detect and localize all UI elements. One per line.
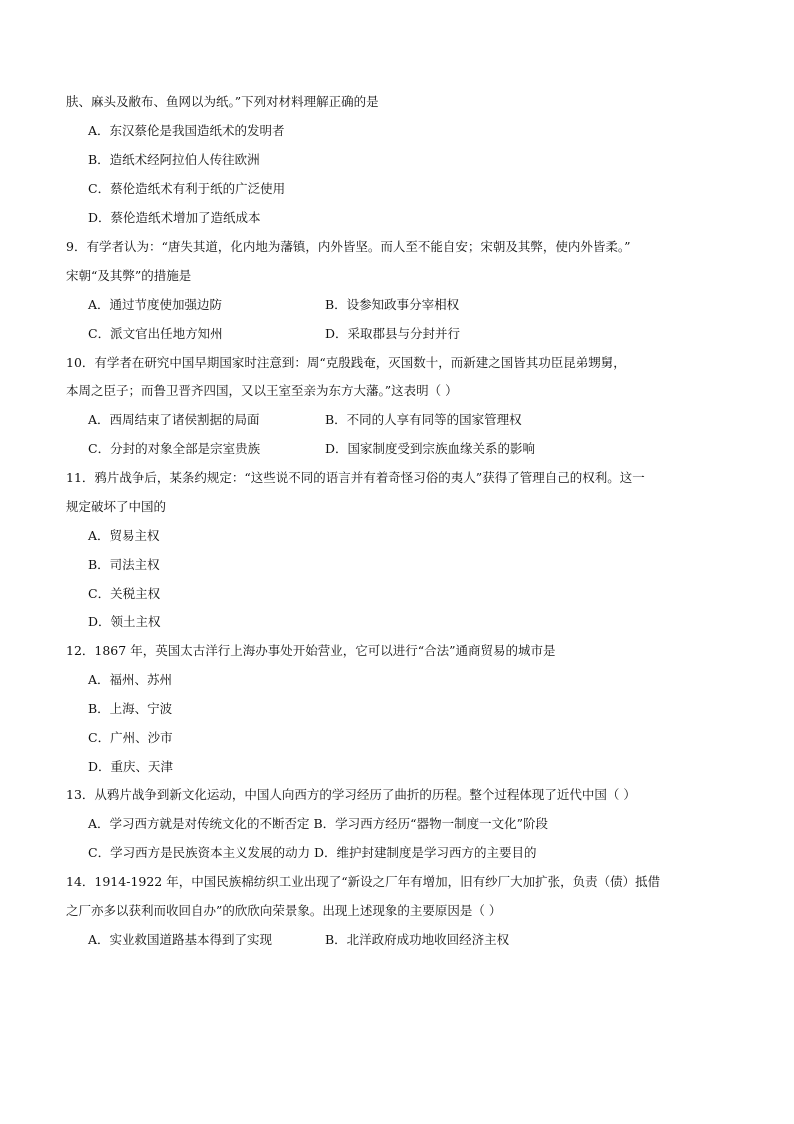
q14-stem-line-2: 之厂亦多以获利而收回自办”的欣欣向荣景象。出现上述现象的主要原因是（ ） bbox=[66, 903, 502, 918]
q12-option-b[interactable]: B．上海、宁波 bbox=[88, 701, 173, 716]
q11-option-d[interactable]: D．领土主权 bbox=[88, 614, 161, 629]
q10-option-a[interactable]: A．西周结束了诸侯割据的局面 bbox=[88, 412, 260, 427]
q13-option-a-b[interactable]: A．学习西方就是对传统文化的不断否定 B．学习西方经历“器物一制度一文化”阶段 bbox=[88, 816, 548, 831]
q12-option-c[interactable]: C．广州、沙市 bbox=[88, 730, 173, 745]
q14-option-a[interactable]: A．实业救国道路基本得到了实现 bbox=[88, 932, 273, 947]
q10-stem-line-2: 本周之臣子；而鲁卫晋齐四国，又以王室至亲为东方大藩。”这表明（ ） bbox=[66, 383, 458, 398]
q8-option-a[interactable]: A．东汉蔡伦是我国造纸术的发明者 bbox=[88, 123, 285, 138]
q11-option-c[interactable]: C．关税主权 bbox=[88, 586, 161, 601]
q10-option-b[interactable]: B．不同的人享有同等的国家管理权 bbox=[325, 412, 522, 427]
q9-option-d[interactable]: D．采取郡县与分封并行 bbox=[325, 326, 461, 341]
q8-option-d[interactable]: D．蔡伦造纸术增加了造纸成本 bbox=[88, 210, 261, 225]
q9-stem-line-2: 宋朝“及其弊”的措施是 bbox=[66, 268, 192, 283]
q11-stem-line-1: 11．鸦片战争后，某条约规定：“这些说不同的语言并有着奇怪习俗的夷人”获得了管理自己的权利。这一 bbox=[66, 470, 645, 485]
q9-option-b[interactable]: B．设参知政事分宰相权 bbox=[325, 297, 460, 312]
q11-option-b[interactable]: B．司法主权 bbox=[88, 557, 160, 572]
q10-option-d[interactable]: D．国家制度受到宗族血缘关系的影响 bbox=[325, 441, 536, 456]
q11-stem-line-2: 规定破坏了中国的 bbox=[66, 499, 167, 514]
q13-option-c-d[interactable]: C．学习西方是民族资本主义发展的动力 D．维护封建制度是学习西方的主要目的 bbox=[88, 845, 537, 860]
q14-stem-line-1: 14．1914-1922 年，中国民族棉纺织工业出现了“新设之厂年有增加，旧有纱厂大加扩张，负责（债）抵借 bbox=[66, 874, 661, 889]
q8-stem-tail: 肤、麻头及敝布、鱼网以为纸。”下列对材料理解正确的是 bbox=[66, 94, 379, 109]
q10-option-c[interactable]: C．分封的对象全部是宗室贵族 bbox=[88, 441, 261, 456]
q11-option-a[interactable]: A．贸易主权 bbox=[88, 528, 160, 543]
q10-stem-line-1: 10．有学者在研究中国早期国家时注意到：周“克殷践奄，灭国数十，而新建之国皆其功臣昆弟甥舅， bbox=[66, 355, 626, 370]
q9-option-a[interactable]: A．通过节度使加强边防 bbox=[88, 297, 223, 312]
q9-stem-line-1: 9．有学者认为：“唐失其道，化内地为藩镇，内外皆坚。而人至不能自安；宋朝及其弊，使内外皆柔。” bbox=[66, 239, 631, 254]
q14-option-b[interactable]: B．北洋政府成功地收回经济主权 bbox=[325, 932, 510, 947]
q8-option-b[interactable]: B．造纸术经阿拉伯人传往欧洲 bbox=[88, 152, 260, 167]
q9-option-c[interactable]: C．派文官出任地方知州 bbox=[88, 326, 223, 341]
q8-option-c[interactable]: C．蔡伦造纸术有利于纸的广泛使用 bbox=[88, 181, 286, 196]
q12-stem: 12．1867 年，英国太古洋行上海办事处开始营业，它可以进行“合法”通商贸易的城市是 bbox=[66, 643, 556, 658]
q12-option-a[interactable]: A．福州、苏州 bbox=[88, 672, 173, 687]
q13-stem: 13．从鸦片战争到新文化运动，中国人向西方的学习经历了曲折的历程。整个过程体现了近代中国（ ） bbox=[66, 787, 636, 802]
q12-option-d[interactable]: D．重庆、天津 bbox=[88, 759, 174, 774]
